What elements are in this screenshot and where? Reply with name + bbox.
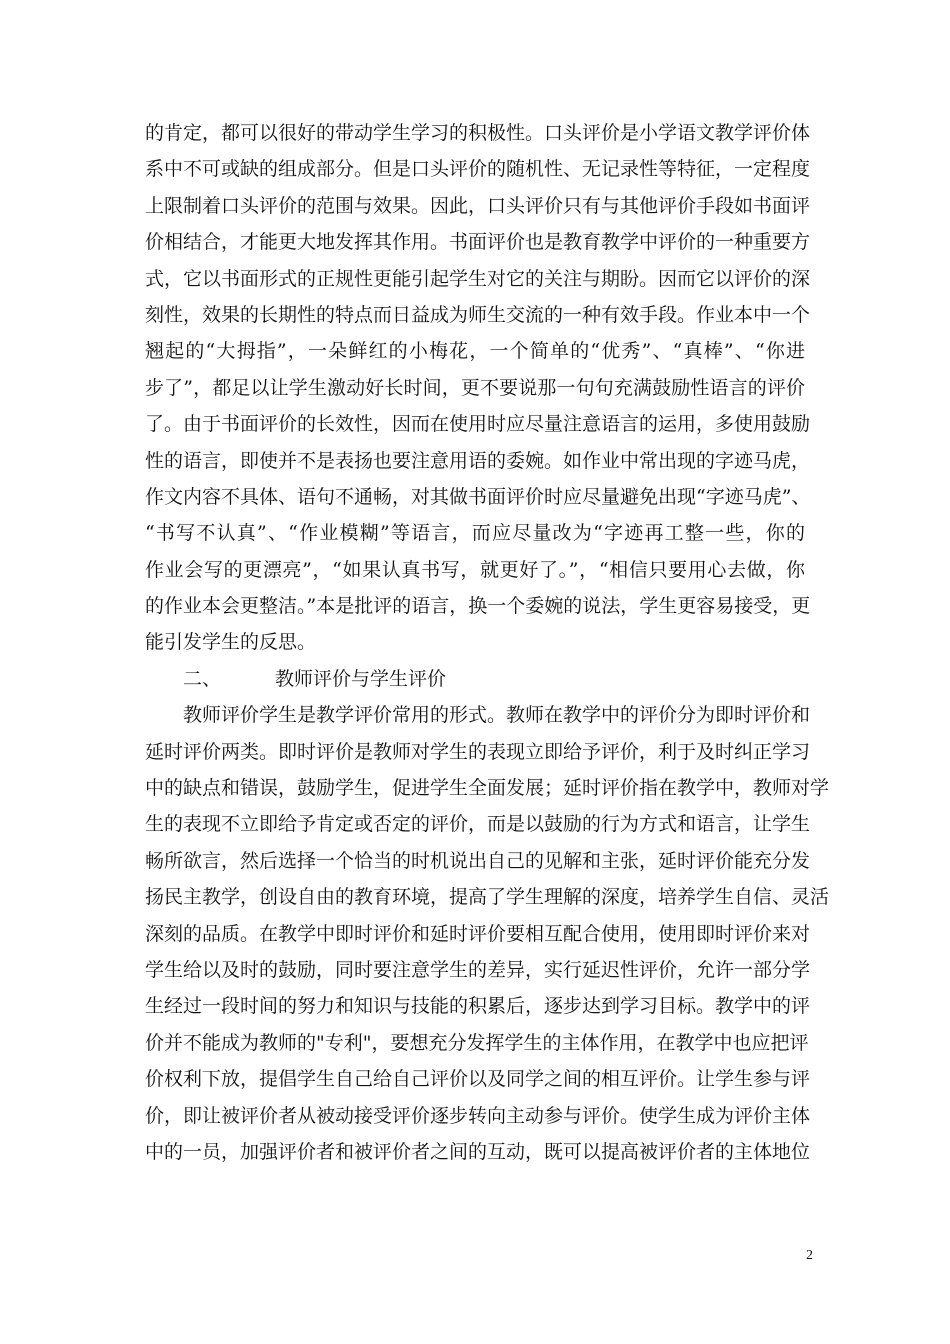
- section-heading: [145, 661, 805, 697]
- text-line: 了。由于书面评价的长效性，因而在使用时应尽量注意语言的运用，多使用鼓励: [145, 413, 811, 436]
- text-line: 中的一员，加强评价者和被评价者之间的互动，既可以提高被评价者的主体地位: [145, 1140, 811, 1163]
- section-number: 二、: [183, 667, 222, 690]
- text-line: 深刻的品质。在教学中即时评价和延时评价要相互配合使用，使用即时评价来对: [145, 922, 811, 945]
- text-line: 能引发学生的反思。: [145, 631, 317, 654]
- body-text: [145, 115, 830, 1170]
- text-line: 步了”，都足以让学生激动好长时间，更不要说那一句句充满鼓励性语言的评价: [145, 376, 805, 399]
- text-line: 作业会写的更漂亮”，“如果认真书写，就更好了。”，“相信只要用心去做，你: [145, 558, 805, 581]
- text-line: 价相结合，才能更大地发挥其作用。书面评价也是教育教学中评价的一种重要方: [145, 231, 811, 254]
- paragraph-teacher-student-evaluation: [145, 697, 830, 1170]
- text-line: 学生给以及时的鼓励，同时要注意学生的差异，实行延迟性评价，允许一部分学: [145, 958, 811, 981]
- section-title: 教师评价与学生评价: [275, 667, 447, 690]
- paragraph-written-evaluation: [145, 115, 811, 661]
- text-line: 的作业本会更整洁。”本是批评的语言，换一个委婉的说法，学生更容易接受，更: [145, 595, 811, 618]
- text-line: 扬民主教学，创设自由的教育环境，提高了学生理解的深度，培养学生自信、灵活: [145, 886, 830, 909]
- text-line: 翘起的“大拇指”，一朵鲜红的小梅花，一个简单的“优秀”、“真棒”、“你进: [145, 340, 805, 363]
- text-line: 式，它以书面形式的正规性更能引起学生对它的关注与期盼。因而它以评价的深: [145, 267, 811, 290]
- text-line: 上限制着口头评价的范围与效果。因此，口头评价只有与其他评价手段如书面评: [145, 194, 811, 217]
- text-line: “书写不认真”、“作业模糊”等语言，而应尽量改为“字迹再工整一些，你的: [145, 522, 805, 545]
- text-line: 生经过一段时间的努力和知识与技能的积累后，逐步达到学习目标。教学中的评: [145, 995, 811, 1018]
- page-number: 2: [806, 1248, 813, 1263]
- text-line: 刻性，效果的长期性的特点而日益成为师生交流的一种有效手段。作业本中一个: [145, 303, 811, 326]
- text-line: 延时评价两类。即时评价是教师对学生的表现立即给予评价，利于及时纠正学习: [145, 740, 811, 763]
- text-line: 价，即让被评价者从被动接受评价逐步转向主动参与评价。使学生成为评价主体: [145, 1104, 811, 1127]
- text-line: 生的表现不立即给予肯定或否定的评价，而是以鼓励的行为方式和语言，让学生: [145, 813, 811, 836]
- text-line: 作文内容不具体、语句不通畅，对其做书面评价时应尽量避免出现“字迹马虎”、: [145, 485, 811, 508]
- text-line: 畅所欲言，然后选择一个恰当的时机说出自己的见解和主张，延时评价能充分发: [145, 849, 811, 872]
- text-line: 的肯定，都可以很好的带动学生学习的积极性。口头评价是小学语文教学评价体: [145, 122, 811, 144]
- text-line: 教师评价学生是教学评价常用的形式。教师在教学中的评价分为即时评价和: [183, 704, 811, 727]
- text-line: 系中不可或缺的组成部分。但是口头评价的随机性、无记录性等特征，一定程度: [145, 158, 811, 181]
- text-line: 性的语言，即使并不是表扬也要注意用语的委婉。如作业中常出现的字迹马虎，: [145, 449, 811, 472]
- text-line: 价权利下放，提倡学生自己给自己评价以及同学之间的相互评价。让学生参与评: [145, 1068, 811, 1091]
- text-line: 中的缺点和错误，鼓励学生，促进学生全面发展；延时评价指在教学中，教师对学: [145, 777, 830, 800]
- text-line: 价并不能成为教师的"专利"，要想充分发挥学生的主体作用，在教学中也应把评: [145, 1031, 809, 1054]
